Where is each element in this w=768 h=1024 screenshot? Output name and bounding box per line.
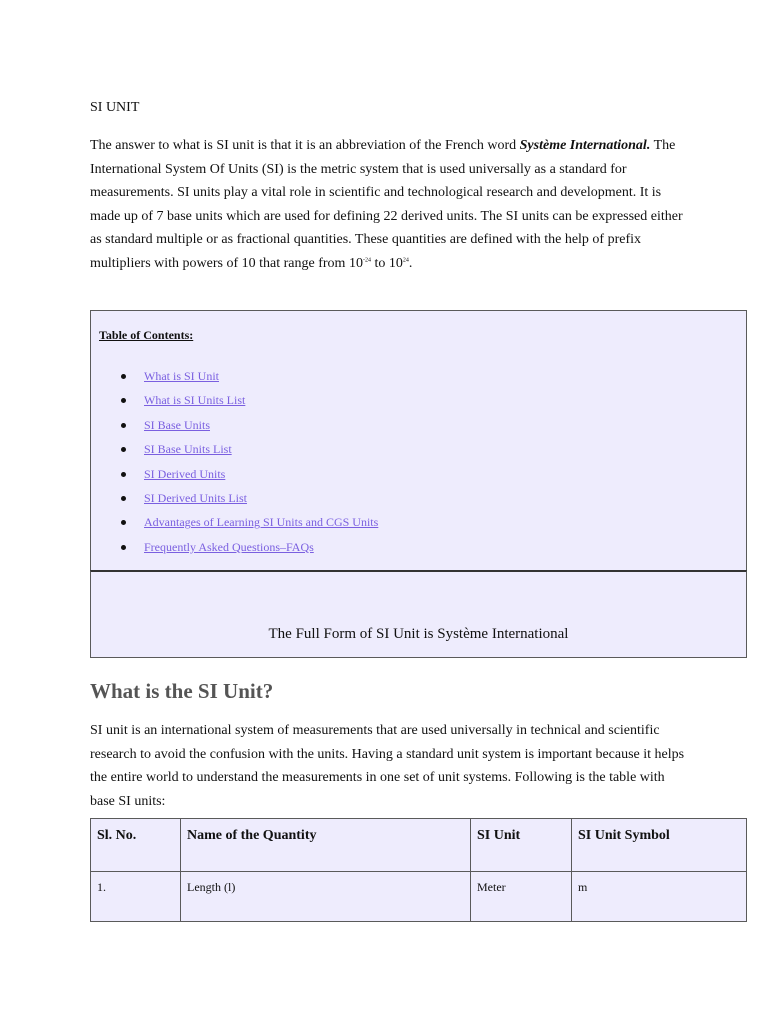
- column-header: Sl. No.: [91, 819, 181, 872]
- intro-text-end: .: [408, 255, 413, 271]
- toc-item: [91, 462, 378, 486]
- table-of-contents: [90, 310, 747, 571]
- toc-item: [91, 388, 378, 412]
- intro-text-mid: to 10: [370, 255, 403, 271]
- full-form-caption: The Full Form of SI Unit is Système International: [268, 626, 569, 642]
- intro-emphasis: Système International.: [519, 138, 651, 153]
- toc-item: [91, 413, 378, 437]
- intro-exponent-min: -24: [362, 256, 371, 263]
- column-header: SI Unit Symbol: [572, 819, 747, 872]
- table-cell: Length (l): [181, 872, 471, 922]
- toc-list: [91, 364, 378, 559]
- column-header: Name of the Quantity: [181, 819, 471, 872]
- toc-item: [91, 437, 378, 461]
- table-header-row: [91, 819, 747, 872]
- full-form-caption-box: [90, 570, 747, 658]
- toc-title: Table of Contents:: [99, 328, 194, 342]
- toc-link-faqs[interactable]: Frequently Asked Questions–FAQs: [144, 539, 314, 554]
- toc-link-what-is-si-unit[interactable]: What is SI Unit: [144, 369, 219, 383]
- intro-text-start: The answer to what is SI unit is that it is an abbreviation of the French word: [90, 138, 520, 153]
- intro-text-body: The International System Of Units (SI) is the metric system that is used universally as a standard for measurements. SI units play a vital role in scientific and technological research and development. It is made up of 7 base units which are used for defining 22 derived units. The SI units can be expressed either as standard multiple or as fractional quantities. These quantities are defined with the help of prefix multipliers with powers of 10 that range from 10: [90, 138, 683, 271]
- toc-link-si-derived-units[interactable]: SI Derived Units: [144, 466, 226, 481]
- si-units-table: [90, 818, 747, 922]
- intro-paragraph: [90, 134, 690, 275]
- section-paragraph: SI unit is an international system of measurements that are used universally in technical and scientific research to avoid the confusion with the units. Having a standard unit system is important because it helps the entire world to understand the measurements in one set of unit systems. Following is the table with base SI units:: [90, 723, 685, 809]
- section-heading: What is the SI Unit?: [90, 679, 274, 703]
- toc-item: [91, 486, 378, 510]
- toc-link-si-base-units-list[interactable]: SI Base Units List: [144, 442, 232, 457]
- toc-link-si-base-units[interactable]: SI Base Units: [144, 417, 210, 432]
- table-row: [91, 872, 747, 922]
- toc-link-si-units-list[interactable]: What is SI Units List: [144, 393, 246, 408]
- table-cell: 1.: [91, 872, 181, 922]
- toc-item: [91, 510, 378, 534]
- toc-link-advantages[interactable]: Advantages of Learning SI Units and CGS Units: [144, 515, 379, 530]
- table-cell: Meter: [471, 872, 572, 922]
- toc-link-si-derived-units-list[interactable]: SI Derived Units List: [144, 490, 247, 505]
- toc-item: [91, 364, 378, 388]
- table-cell: m: [572, 872, 747, 922]
- column-header: SI Unit: [471, 819, 572, 872]
- document-heading: SI UNIT: [90, 100, 140, 115]
- toc-item: [91, 535, 378, 559]
- intro-exponent-max: 24: [402, 256, 409, 263]
